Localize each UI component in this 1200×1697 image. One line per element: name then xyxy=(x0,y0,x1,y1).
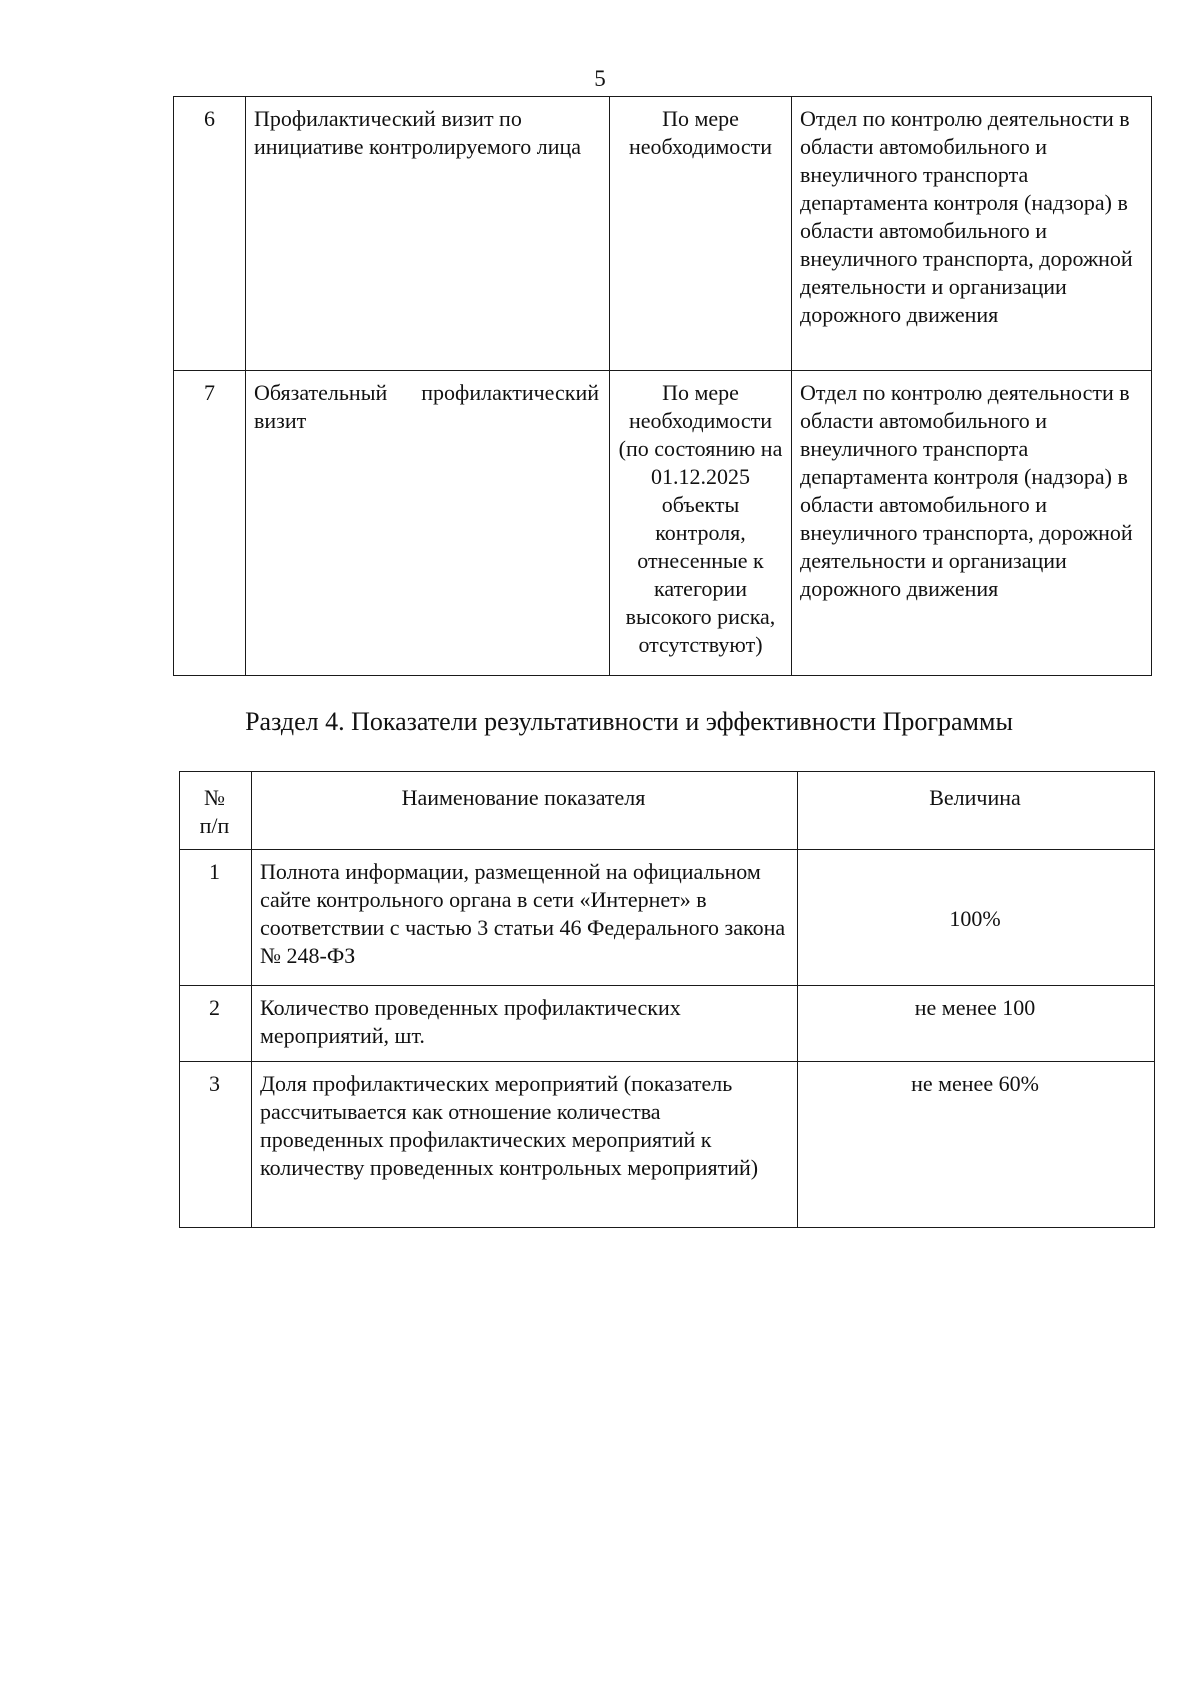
measure-name xyxy=(246,371,610,676)
table-row xyxy=(180,986,1155,1062)
indicator-name: Полнота информации, размещенной на официальном сайте контрольного органа в сети «Интернет» в соответствии с частью 3 статьи 46 Федерального закона № 248-ФЗ xyxy=(252,850,798,986)
table-row xyxy=(174,97,1152,371)
table-header-row xyxy=(180,772,1155,850)
row-number: 2 xyxy=(180,986,252,1062)
measure-name-line: Обязательный профилактический xyxy=(254,380,599,405)
header-num xyxy=(180,772,252,850)
header-value: Величина xyxy=(798,772,1155,850)
indicators-table xyxy=(179,771,1155,1228)
measure-responsible: Отдел по контролю деятельности в области автомобильного и внеуличного транспорта департамента контроля (надзора) в области автомобильного и внеуличного транспорта, дорожной деятельности и организации дорожного движения xyxy=(792,97,1152,371)
indicator-value: не менее 100 xyxy=(798,986,1155,1062)
row-number: 7 xyxy=(174,371,246,676)
indicator-value: 100% xyxy=(798,850,1155,986)
row-number: 3 xyxy=(180,1062,252,1228)
measure-term: По мере необходимости xyxy=(610,97,792,371)
measure-responsible: Отдел по контролю деятельности в области автомобильного и внеуличного транспорта департамента контроля (надзора) в области автомобильного и внеуличного транспорта, дорожной деятельности и организации дорожного движения xyxy=(792,371,1152,676)
measure-term: По мере необходимости (по состоянию на 01.12.2025 объекты контроля, отнесенные к категории высокого риска, отсутствуют) xyxy=(610,371,792,676)
header-num-line: № xyxy=(204,785,225,810)
indicator-name: Количество проведенных профилактических мероприятий, шт. xyxy=(252,986,798,1062)
header-num-line: п/п xyxy=(199,813,230,838)
header-name: Наименование показателя xyxy=(252,772,798,850)
indicator-value: не менее 60% xyxy=(798,1062,1155,1228)
row-number: 1 xyxy=(180,850,252,986)
table-row xyxy=(174,371,1152,676)
indicator-name: Доля профилактических мероприятий (показатель рассчитывается как отношение количества проведенных профилактических мероприятий к количеству проведенных контрольных мероприятий) xyxy=(252,1062,798,1228)
measure-name-line: визит xyxy=(254,408,307,433)
row-number: 6 xyxy=(174,97,246,371)
prevention-plan-table xyxy=(173,96,1152,676)
page-number: 5 xyxy=(594,66,606,91)
section-heading: Раздел 4. Показатели результативности и эффективности Программы xyxy=(245,707,1013,736)
measure-name: Профилактический визит по инициативе контролируемого лица xyxy=(246,97,610,371)
table-row xyxy=(180,850,1155,986)
table-row xyxy=(180,1062,1155,1228)
